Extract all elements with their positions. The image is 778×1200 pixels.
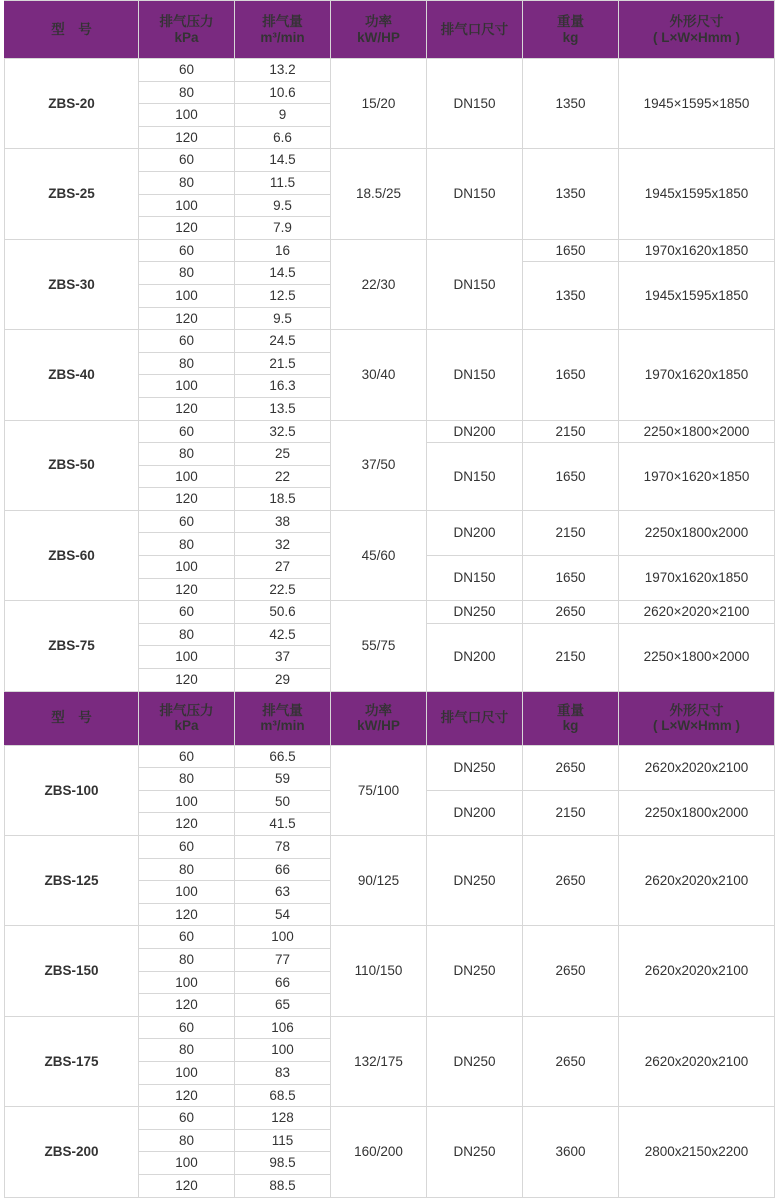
weight-cell: 2650 bbox=[523, 745, 619, 790]
model-name: ZBS-150 bbox=[5, 926, 139, 1016]
pressure-cell: 60 bbox=[139, 1107, 235, 1130]
power-cell: 110/150 bbox=[331, 926, 427, 1016]
pressure-cell: 80 bbox=[139, 171, 235, 194]
pressure-cell: 80 bbox=[139, 858, 235, 881]
flow-cell: 63 bbox=[235, 881, 331, 904]
model-name: ZBS-25 bbox=[5, 149, 139, 239]
outlet-cell: DN250 bbox=[427, 1107, 523, 1197]
header-pressure-unit: kPa bbox=[174, 29, 199, 45]
flow-cell: 27 bbox=[235, 556, 331, 579]
outlet-cell: DN150 bbox=[427, 443, 523, 511]
flow-cell: 12.5 bbox=[235, 284, 331, 307]
pressure-cell: 80 bbox=[139, 533, 235, 556]
pressure-cell: 60 bbox=[139, 420, 235, 443]
dims-cell: 2620x2020x2100 bbox=[619, 1016, 775, 1106]
pressure-cell: 80 bbox=[139, 262, 235, 285]
outlet-cell: DN200 bbox=[427, 790, 523, 835]
flow-cell: 22.5 bbox=[235, 578, 331, 601]
flow-cell: 22 bbox=[235, 465, 331, 488]
table-row bbox=[5, 239, 775, 262]
flow-cell: 59 bbox=[235, 768, 331, 791]
model-name: ZBS-100 bbox=[5, 745, 139, 835]
outlet-cell: DN200 bbox=[427, 623, 523, 691]
table-row bbox=[5, 330, 775, 353]
weight-cell: 2150 bbox=[523, 420, 619, 443]
dims-cell: 1945×1595×1850 bbox=[619, 59, 775, 149]
pressure-cell: 120 bbox=[139, 903, 235, 926]
outlet-cell: DN200 bbox=[427, 420, 523, 443]
pressure-cell: 100 bbox=[139, 881, 235, 904]
flow-cell: 9.5 bbox=[235, 307, 331, 330]
flow-cell: 14.5 bbox=[235, 149, 331, 172]
dims-cell: 2620x2020x2100 bbox=[619, 926, 775, 1016]
flow-cell: 6.6 bbox=[235, 126, 331, 149]
pressure-cell: 120 bbox=[139, 488, 235, 511]
outlet-cell: DN250 bbox=[427, 926, 523, 1016]
table-row bbox=[5, 510, 775, 533]
model-name: ZBS-60 bbox=[5, 510, 139, 600]
flow-cell: 106 bbox=[235, 1016, 331, 1039]
flow-cell: 32.5 bbox=[235, 420, 331, 443]
flow-cell: 68.5 bbox=[235, 1084, 331, 1107]
flow-cell: 77 bbox=[235, 948, 331, 971]
pressure-cell: 60 bbox=[139, 510, 235, 533]
header-flow-label: 排气量 bbox=[262, 13, 303, 29]
flow-cell: 7.9 bbox=[235, 217, 331, 240]
header-dims bbox=[619, 1, 775, 59]
pressure-cell: 100 bbox=[139, 790, 235, 813]
flow-cell: 13.5 bbox=[235, 397, 331, 420]
pressure-cell: 120 bbox=[139, 1084, 235, 1107]
dims-cell: 1970×1620×1850 bbox=[619, 443, 775, 511]
pressure-cell: 100 bbox=[139, 375, 235, 398]
power-cell: 15/20 bbox=[331, 59, 427, 149]
header-power bbox=[331, 1, 427, 59]
outlet-cell: DN250 bbox=[427, 1016, 523, 1106]
pressure-cell: 80 bbox=[139, 1129, 235, 1152]
flow-cell: 66 bbox=[235, 858, 331, 881]
pressure-cell: 60 bbox=[139, 59, 235, 82]
power-cell: 30/40 bbox=[331, 330, 427, 420]
outlet-cell: DN250 bbox=[427, 745, 523, 790]
flow-cell: 38 bbox=[235, 510, 331, 533]
table-row bbox=[5, 1107, 775, 1130]
outlet-cell: DN150 bbox=[427, 330, 523, 420]
outlet-cell: DN150 bbox=[427, 556, 523, 601]
pressure-cell: 120 bbox=[139, 126, 235, 149]
flow-cell: 42.5 bbox=[235, 623, 331, 646]
pressure-cell: 60 bbox=[139, 330, 235, 353]
flow-cell: 14.5 bbox=[235, 262, 331, 285]
model-name: ZBS-40 bbox=[5, 330, 139, 420]
header-weight-label: 重量 bbox=[557, 702, 584, 718]
flow-cell: 100 bbox=[235, 1039, 331, 1062]
dims-cell: 2250×1800×2000 bbox=[619, 623, 775, 691]
dims-cell: 1970x1620x1850 bbox=[619, 556, 775, 601]
flow-cell: 16.3 bbox=[235, 375, 331, 398]
pressure-cell: 120 bbox=[139, 307, 235, 330]
flow-cell: 66 bbox=[235, 971, 331, 994]
header-power bbox=[331, 691, 427, 745]
model-name: ZBS-30 bbox=[5, 239, 139, 329]
weight-cell: 2650 bbox=[523, 836, 619, 926]
pressure-cell: 100 bbox=[139, 646, 235, 669]
power-cell: 22/30 bbox=[331, 239, 427, 329]
dims-cell: 2250×1800×2000 bbox=[619, 420, 775, 443]
header-flow-unit: m³/min bbox=[260, 29, 305, 45]
header-pressure bbox=[139, 691, 235, 745]
model-name: ZBS-20 bbox=[5, 59, 139, 149]
pressure-cell: 100 bbox=[139, 284, 235, 307]
flow-cell: 50.6 bbox=[235, 601, 331, 624]
dims-cell: 1970x1620x1850 bbox=[619, 239, 775, 262]
outlet-cell: DN250 bbox=[427, 836, 523, 926]
flow-cell: 83 bbox=[235, 1061, 331, 1084]
pressure-cell: 100 bbox=[139, 1061, 235, 1084]
pressure-cell: 120 bbox=[139, 217, 235, 240]
flow-cell: 37 bbox=[235, 646, 331, 669]
weight-cell: 1650 bbox=[523, 330, 619, 420]
pressure-cell: 80 bbox=[139, 768, 235, 791]
dims-cell: 2250x1800x2000 bbox=[619, 510, 775, 555]
flow-cell: 78 bbox=[235, 836, 331, 859]
pressure-cell: 60 bbox=[139, 1016, 235, 1039]
pressure-cell: 80 bbox=[139, 1039, 235, 1062]
header-outlet: 排气口尺寸 bbox=[427, 691, 523, 745]
flow-cell: 115 bbox=[235, 1129, 331, 1152]
header-flow-unit: m³/min bbox=[260, 718, 305, 734]
pressure-cell: 120 bbox=[139, 813, 235, 836]
table-row bbox=[5, 745, 775, 768]
header-power-label: 功率 bbox=[365, 702, 392, 718]
power-cell: 18.5/25 bbox=[331, 149, 427, 239]
flow-cell: 66.5 bbox=[235, 745, 331, 768]
header-dims-label: 外形尺寸 bbox=[669, 702, 724, 718]
power-cell: 132/175 bbox=[331, 1016, 427, 1106]
pressure-cell: 120 bbox=[139, 994, 235, 1017]
pressure-cell: 100 bbox=[139, 465, 235, 488]
model-name: ZBS-75 bbox=[5, 601, 139, 691]
header-power-label: 功率 bbox=[365, 13, 392, 29]
pressure-cell: 120 bbox=[139, 578, 235, 601]
pressure-cell: 120 bbox=[139, 669, 235, 692]
header-model: 型 号 bbox=[5, 1, 139, 59]
weight-cell: 2650 bbox=[523, 926, 619, 1016]
table-row bbox=[5, 149, 775, 172]
table-row bbox=[5, 601, 775, 624]
header-power-unit: kW/HP bbox=[357, 29, 400, 45]
model-name: ZBS-50 bbox=[5, 420, 139, 510]
flow-cell: 32 bbox=[235, 533, 331, 556]
header-dims-label: 外形尺寸 bbox=[669, 13, 724, 29]
weight-cell: 2150 bbox=[523, 790, 619, 835]
pressure-cell: 60 bbox=[139, 836, 235, 859]
pressure-cell: 100 bbox=[139, 1152, 235, 1175]
table-header-row bbox=[5, 691, 775, 745]
flow-cell: 88.5 bbox=[235, 1174, 331, 1197]
flow-cell: 25 bbox=[235, 443, 331, 466]
outlet-cell: DN200 bbox=[427, 510, 523, 555]
header-weight bbox=[523, 1, 619, 59]
flow-cell: 29 bbox=[235, 669, 331, 692]
pressure-cell: 120 bbox=[139, 397, 235, 420]
flow-cell: 18.5 bbox=[235, 488, 331, 511]
model-name: ZBS-175 bbox=[5, 1016, 139, 1106]
weight-cell: 1650 bbox=[523, 443, 619, 511]
header-weight-unit: kg bbox=[562, 29, 579, 45]
dims-cell: 2800x2150x2200 bbox=[619, 1107, 775, 1197]
pressure-cell: 100 bbox=[139, 194, 235, 217]
table-header-row bbox=[5, 1, 775, 59]
outlet-cell: DN150 bbox=[427, 239, 523, 329]
table-row bbox=[5, 59, 775, 82]
flow-cell: 54 bbox=[235, 903, 331, 926]
header-weight-label: 重量 bbox=[557, 13, 584, 29]
dims-cell: 2620x2020x2100 bbox=[619, 836, 775, 926]
header-outlet: 排气口尺寸 bbox=[427, 1, 523, 59]
power-cell: 55/75 bbox=[331, 601, 427, 691]
dims-cell: 1970x1620x1850 bbox=[619, 330, 775, 420]
header-dims bbox=[619, 691, 775, 745]
power-cell: 75/100 bbox=[331, 745, 427, 835]
flow-cell: 100 bbox=[235, 926, 331, 949]
weight-cell: 2650 bbox=[523, 1016, 619, 1106]
pressure-cell: 80 bbox=[139, 948, 235, 971]
pressure-cell: 80 bbox=[139, 352, 235, 375]
flow-cell: 11.5 bbox=[235, 171, 331, 194]
flow-cell: 16 bbox=[235, 239, 331, 262]
pressure-cell: 120 bbox=[139, 1174, 235, 1197]
weight-cell: 2150 bbox=[523, 623, 619, 691]
model-name: ZBS-200 bbox=[5, 1107, 139, 1197]
power-cell: 45/60 bbox=[331, 510, 427, 600]
spec-table bbox=[4, 0, 775, 1198]
dims-cell: 2250x1800x2000 bbox=[619, 790, 775, 835]
power-cell: 160/200 bbox=[331, 1107, 427, 1197]
flow-cell: 9.5 bbox=[235, 194, 331, 217]
header-flow bbox=[235, 691, 331, 745]
weight-cell: 3600 bbox=[523, 1107, 619, 1197]
flow-cell: 41.5 bbox=[235, 813, 331, 836]
header-pressure bbox=[139, 1, 235, 59]
pressure-cell: 100 bbox=[139, 556, 235, 579]
pressure-cell: 60 bbox=[139, 745, 235, 768]
header-weight bbox=[523, 691, 619, 745]
header-dims-unit: ( L×W×Hmm ) bbox=[652, 29, 740, 45]
header-weight-unit: kg bbox=[562, 718, 579, 734]
power-cell: 90/125 bbox=[331, 836, 427, 926]
header-pressure-unit: kPa bbox=[174, 718, 199, 734]
dims-cell: 2620x2020x2100 bbox=[619, 745, 775, 790]
flow-cell: 9 bbox=[235, 104, 331, 127]
outlet-cell: DN250 bbox=[427, 601, 523, 624]
flow-cell: 65 bbox=[235, 994, 331, 1017]
power-cell: 37/50 bbox=[331, 420, 427, 510]
weight-cell: 1350 bbox=[523, 149, 619, 239]
header-flow-label: 排气量 bbox=[262, 702, 303, 718]
weight-cell: 1650 bbox=[523, 556, 619, 601]
dims-cell: 1945x1595x1850 bbox=[619, 149, 775, 239]
pressure-cell: 80 bbox=[139, 623, 235, 646]
flow-cell: 21.5 bbox=[235, 352, 331, 375]
dims-cell: 2620×2020×2100 bbox=[619, 601, 775, 624]
header-pressure-label: 排气压力 bbox=[159, 702, 214, 718]
flow-cell: 128 bbox=[235, 1107, 331, 1130]
header-pressure-label: 排气压力 bbox=[159, 13, 214, 29]
table-row bbox=[5, 836, 775, 859]
pressure-cell: 60 bbox=[139, 149, 235, 172]
weight-cell: 2650 bbox=[523, 601, 619, 624]
pressure-cell: 100 bbox=[139, 971, 235, 994]
flow-cell: 10.6 bbox=[235, 81, 331, 104]
pressure-cell: 100 bbox=[139, 104, 235, 127]
table-row bbox=[5, 926, 775, 949]
pressure-cell: 60 bbox=[139, 239, 235, 262]
flow-cell: 50 bbox=[235, 790, 331, 813]
weight-cell: 1350 bbox=[523, 59, 619, 149]
outlet-cell: DN150 bbox=[427, 149, 523, 239]
flow-cell: 24.5 bbox=[235, 330, 331, 353]
pressure-cell: 80 bbox=[139, 443, 235, 466]
dims-cell: 1945x1595x1850 bbox=[619, 262, 775, 330]
pressure-cell: 80 bbox=[139, 81, 235, 104]
header-model: 型 号 bbox=[5, 691, 139, 745]
pressure-cell: 60 bbox=[139, 926, 235, 949]
outlet-cell: DN150 bbox=[427, 59, 523, 149]
header-dims-unit: ( L×W×Hmm ) bbox=[652, 718, 740, 734]
flow-cell: 13.2 bbox=[235, 59, 331, 82]
pressure-cell: 60 bbox=[139, 601, 235, 624]
weight-cell: 1650 bbox=[523, 239, 619, 262]
flow-cell: 98.5 bbox=[235, 1152, 331, 1175]
table-row bbox=[5, 420, 775, 443]
header-power-unit: kW/HP bbox=[357, 718, 400, 734]
table-row bbox=[5, 1016, 775, 1039]
header-flow bbox=[235, 1, 331, 59]
weight-cell: 1350 bbox=[523, 262, 619, 330]
model-name: ZBS-125 bbox=[5, 836, 139, 926]
weight-cell: 2150 bbox=[523, 510, 619, 555]
